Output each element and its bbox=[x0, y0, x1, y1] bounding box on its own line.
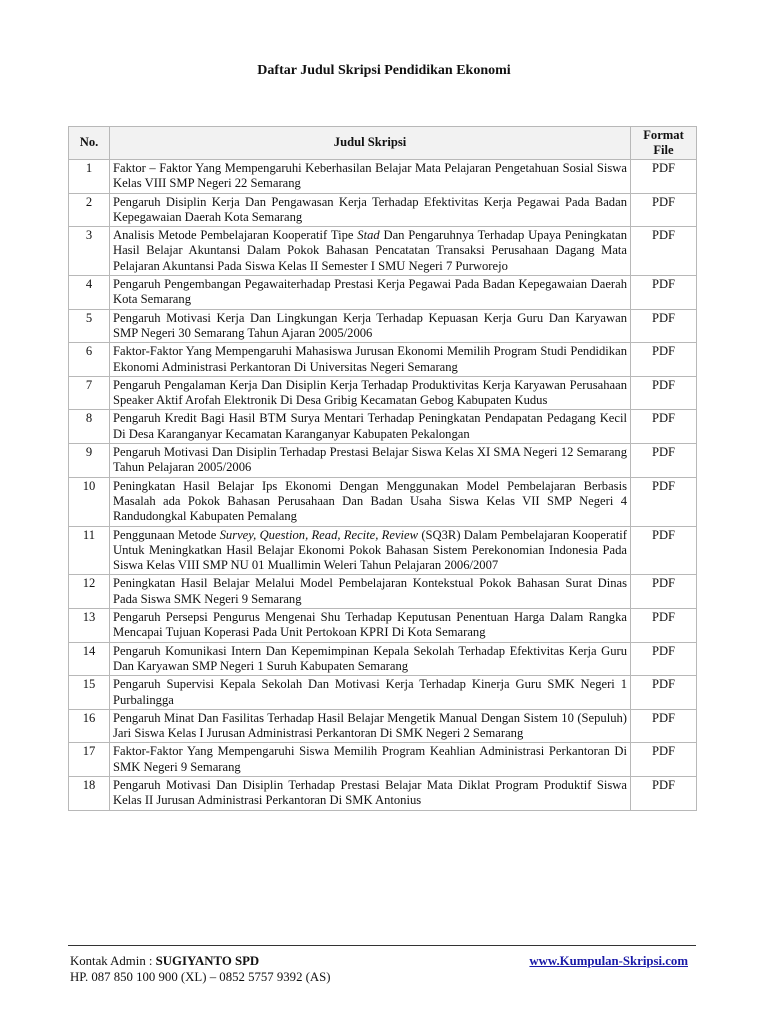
row-format: PDF bbox=[631, 709, 697, 743]
row-title: Pengaruh Komunikasi Intern Dan Kepemimpinan Kepala Sekolah Terhadap Efektivitas Kerja Guru Dan Karyawan SMP Negeri 1 Suruh Kabupaten Semarang bbox=[110, 642, 631, 676]
row-title-italic: Stad bbox=[357, 228, 380, 243]
row-number: 6 bbox=[69, 343, 110, 377]
table-row bbox=[69, 709, 697, 743]
row-title bbox=[110, 526, 631, 575]
row-title: Pengaruh Motivasi Kerja Dan Lingkungan Kerja Terhadap Kepuasan Kerja Guru Dan Karyawan SMP Negeri 30 Semarang Tahun Ajaran 2005/2006 bbox=[110, 309, 631, 343]
contact-line bbox=[70, 953, 331, 969]
row-format: PDF bbox=[631, 776, 697, 810]
footer-contact bbox=[70, 953, 331, 985]
header-judul: Judul Skripsi bbox=[110, 127, 631, 160]
table-row bbox=[69, 575, 697, 609]
row-title: Faktor-Faktor Yang Mempengaruhi Siswa Memilih Program Keahlian Administrasi Perkantoran Di SMK Negeri 9 Semarang bbox=[110, 743, 631, 777]
row-number: 13 bbox=[69, 609, 110, 643]
row-format: PDF bbox=[631, 743, 697, 777]
row-format: PDF bbox=[631, 160, 697, 194]
row-number: 16 bbox=[69, 709, 110, 743]
table-row bbox=[69, 309, 697, 343]
document-title: Daftar Judul Skripsi Pendidikan Ekonomi bbox=[257, 63, 511, 78]
row-number: 11 bbox=[69, 526, 110, 575]
row-format: PDF bbox=[631, 410, 697, 444]
row-title-part: Analisis Metode Pembelajaran Kooperatif Tipe bbox=[113, 228, 358, 243]
table-row bbox=[69, 676, 697, 710]
row-format: PDF bbox=[631, 309, 697, 343]
skripsi-table bbox=[68, 126, 697, 811]
row-title-part: Penggunaan Metode bbox=[113, 527, 220, 542]
table-body bbox=[69, 160, 697, 811]
row-number: 2 bbox=[69, 193, 110, 227]
row-title: Pengaruh Disiplin Kerja Dan Pengawasan Kerja Terhadap Efektivitas Kerja Pegawai Pada Badan Kepegawaian Daerah Kota Semarang bbox=[110, 193, 631, 227]
row-format: PDF bbox=[631, 444, 697, 478]
footer-divider bbox=[68, 945, 696, 946]
row-number: 9 bbox=[69, 444, 110, 478]
row-number: 1 bbox=[69, 160, 110, 194]
row-title: Pengaruh Motivasi Dan Disiplin Terhadap Prestasi Belajar Siswa Kelas XI SMA Negeri 12 Semarang Tahun Pelajaran 2005/2006 bbox=[110, 444, 631, 478]
table-row bbox=[69, 477, 697, 526]
table-header-row bbox=[69, 127, 697, 160]
website-link[interactable]: www.Kumpulan-Skripsi.com bbox=[529, 954, 688, 968]
row-title: Pengaruh Supervisi Kepala Sekolah Dan Motivasi Kerja Terhadap Kinerja Guru SMK Negeri 1 Purbalingga bbox=[110, 676, 631, 710]
table-row bbox=[69, 526, 697, 575]
row-format: PDF bbox=[631, 276, 697, 310]
table-row bbox=[69, 444, 697, 478]
row-number: 12 bbox=[69, 575, 110, 609]
table-row bbox=[69, 160, 697, 194]
row-title: Peningkatan Hasil Belajar Melalui Model Pembelajaran Kontekstual Pokok Bahasan Surat Dinas Pada Siswa SMK Negeri 9 Semarang bbox=[110, 575, 631, 609]
table-row bbox=[69, 376, 697, 410]
row-number: 3 bbox=[69, 227, 110, 276]
table-row bbox=[69, 276, 697, 310]
table-row bbox=[69, 193, 697, 227]
row-title bbox=[110, 227, 631, 276]
table-row bbox=[69, 343, 697, 377]
row-number: 17 bbox=[69, 743, 110, 777]
table-row bbox=[69, 227, 697, 276]
row-title: Peningkatan Hasil Belajar Ips Ekonomi Dengan Menggunakan Model Pembelajaran Berbasis Masalah ada Pokok Bahasan Perusahaan Dan Badan Usaha Siswa Kelas VII SMP Negeri 4 Randudongkal Kabupaten Pemalang bbox=[110, 477, 631, 526]
row-number: 14 bbox=[69, 642, 110, 676]
table-row bbox=[69, 776, 697, 810]
row-format: PDF bbox=[631, 193, 697, 227]
row-format: PDF bbox=[631, 609, 697, 643]
row-title: Pengaruh Persepsi Pengurus Mengenai Shu Terhadap Keputusan Penentuan Harga Dalam Rangka Mencapai Tujuan Koperasi Pada Unit Pertokoan KPRI Di Kota Semarang bbox=[110, 609, 631, 643]
header-no: No. bbox=[69, 127, 110, 160]
table-row bbox=[69, 743, 697, 777]
row-number: 5 bbox=[69, 309, 110, 343]
row-title: Pengaruh Kredit Bagi Hasil BTM Surya Mentari Terhadap Peningkatan Pendapatan Pedagang Kecil Di Desa Karanganyar Kecamatan Karanganyar Kabupaten Pekalongan bbox=[110, 410, 631, 444]
row-number: 18 bbox=[69, 776, 110, 810]
row-format: PDF bbox=[631, 575, 697, 609]
row-title: Faktor-Faktor Yang Mempengaruhi Mahasiswa Jurusan Ekonomi Memilih Program Studi Pendidikan Ekonomi Administrasi Perkantoran Di Universitas Negeri Semarang bbox=[110, 343, 631, 377]
row-number: 8 bbox=[69, 410, 110, 444]
row-format: PDF bbox=[631, 227, 697, 276]
row-number: 7 bbox=[69, 376, 110, 410]
phone-line: HP. 087 850 100 900 (XL) – 0852 5757 9392 (AS) bbox=[70, 970, 331, 984]
row-title-part: Dan Pengaruhnya Terhadap Upaya Peningkatan Hasil Belajar Akuntansi Dalam Pokok Bahasan Pencatatan Transaksi Perusahaan Dagang Mata Pelajaran Akuntansi Pada Siswa Kelas II Semester I SMU Negeri 7 Purworejo bbox=[113, 228, 627, 273]
row-number: 10 bbox=[69, 477, 110, 526]
row-number: 15 bbox=[69, 676, 110, 710]
row-title: Faktor – Faktor Yang Mempengaruhi Keberhasilan Belajar Mata Pelajaran Pengetahuan Sosial Siswa Kelas VIII SMP Negeri 22 Semarang bbox=[110, 160, 631, 194]
row-format: PDF bbox=[631, 676, 697, 710]
row-title: Pengaruh Pengalaman Kerja Dan Disiplin Kerja Terhadap Produktivitas Kerja Karyawan Perusahaan Speaker Aktif Arofah Elektronik Di Desa Gribig Kecamatan Gebog Kabupaten Kudus bbox=[110, 376, 631, 410]
row-format: PDF bbox=[631, 526, 697, 575]
row-format: PDF bbox=[631, 477, 697, 526]
row-format: PDF bbox=[631, 642, 697, 676]
contact-label: Kontak Admin : bbox=[70, 954, 156, 968]
row-number: 4 bbox=[69, 276, 110, 310]
table-row bbox=[69, 410, 697, 444]
row-title-part: (SQ3R) Dalam Pembelajaran Kooperatif Untuk Meningkatkan Hasil Belajar Ekonomi Pokok Bahasan Sistem Perekonomian Indonesia Pada Siswa Kelas VIII SMP NU 01 Muallimin Weleri Tahun Pelajaran 2006/2007 bbox=[113, 527, 627, 573]
table-row bbox=[69, 609, 697, 643]
table-row bbox=[69, 642, 697, 676]
row-title: Pengaruh Motivasi Dan Disiplin Terhadap Prestasi Belajar Mata Diklat Program Produktif Siswa Kelas II Jurusan Administrasi Perkantoran Di SMK Antonius bbox=[110, 776, 631, 810]
header-format: Format File bbox=[631, 127, 697, 160]
row-title-italic: Survey, Question, Read, Recite, Review bbox=[219, 527, 419, 542]
row-format: PDF bbox=[631, 343, 697, 377]
row-title: Pengaruh Minat Dan Fasilitas Terhadap Hasil Belajar Mengetik Manual Dengan Sistem 10 (Sepuluh) Jari Siswa Kelas I Jurusan Administrasi Perkantoran Di SMK Negeri 2 Semarang bbox=[110, 709, 631, 743]
row-format: PDF bbox=[631, 376, 697, 410]
row-title: Pengaruh Pengembangan Pegawaiterhadap Prestasi Kerja Pegawai Pada Badan Kepegawaian Daerah Kota Semarang bbox=[110, 276, 631, 310]
contact-name: SUGIYANTO SPD bbox=[155, 954, 260, 968]
